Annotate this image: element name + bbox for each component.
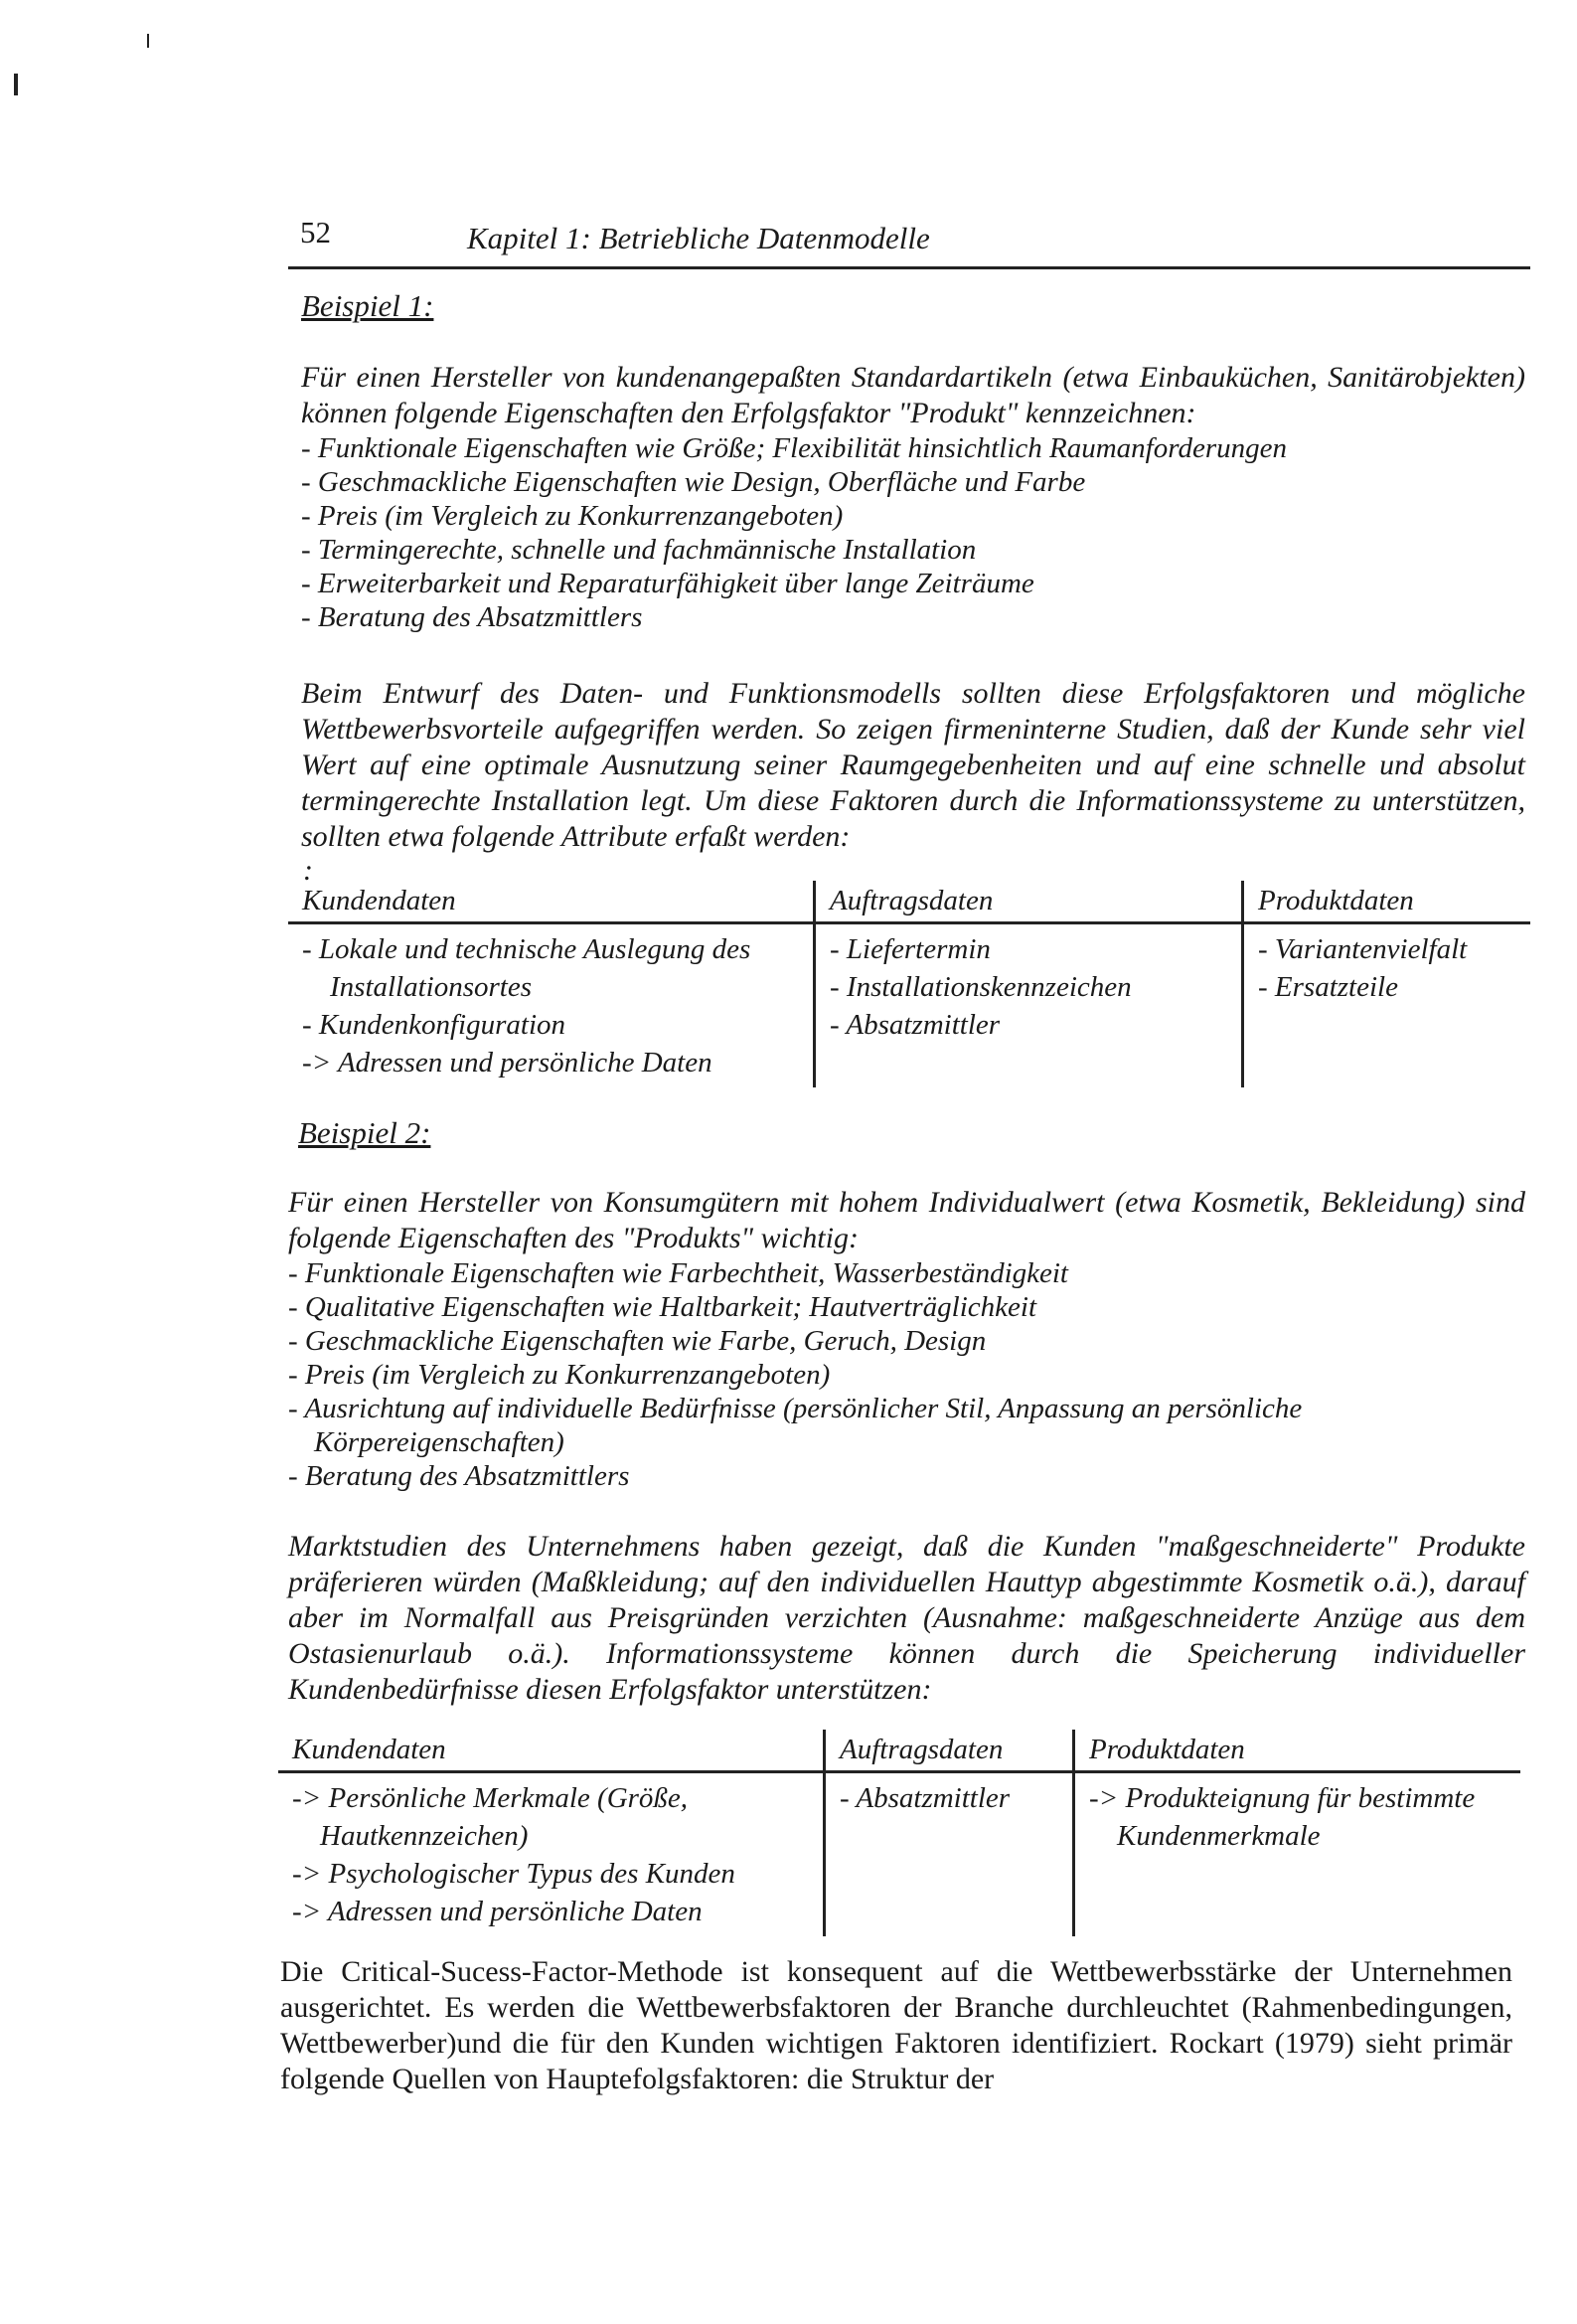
cell-item: - Absatzmittler — [840, 1782, 1011, 1814]
table-header-row — [278, 1730, 1520, 1772]
list-item: - Qualitative Eigenschaften wie Haltbarkeit; Hautverträglichkeit — [288, 1291, 1037, 1323]
scan-artifact — [14, 74, 18, 95]
closing-paragraph: Die Critical-Sucess-Factor-Methode ist konsequent auf die Wettbewerbsstärke der Unternehmen ausgerichtet. Es werden die Wettbewerbsfaktoren der Branche durchleuchtet (Rahmenbedingungen, Wettbewerber)und die für den Kunden wichtigen Faktoren identifiziert. Rockart (1979) sieht primär folgende Quellen von Hauptefolgsfaktoren: die Struktur der — [280, 1955, 1512, 2095]
stray-mark: : — [303, 854, 313, 887]
table-row — [278, 1772, 1520, 1937]
example2-intro-text: Für einen Hersteller von Konsumgütern mit hohem Individualwert (etwa Kosmetik, Bekleidung) sind folgende Eigenschaften des "Produkts" wichtig: — [288, 1186, 1525, 1254]
example1-heading: Beispiel 1: — [301, 288, 434, 323]
list-item: - Funktionale Eigenschaften wie Farbechtheit, Wasserbeständigkeit — [288, 1257, 1068, 1289]
list-item: - Beratung des Absatzmittlers — [288, 1460, 630, 1492]
column-header-auftragsdaten: Auftragsdaten — [815, 881, 1243, 923]
cell-item: - Kundenkonfiguration — [302, 1009, 566, 1041]
cell-item: -> Adressen und persönliche Daten — [292, 1896, 703, 1927]
table-row — [288, 923, 1530, 1088]
example2-heading: Beispiel 2: — [298, 1115, 431, 1150]
list-item: - Preis (im Vergleich zu Konkurrenzangeboten) — [288, 1359, 831, 1391]
list-item: - Funktionale Eigenschaften wie Größe; Flexibilität hinsichtlich Raumanforderungen — [301, 432, 1287, 464]
table-cell — [1074, 1772, 1521, 1937]
cell-item: -> Adressen und persönliche Daten — [302, 1047, 712, 1079]
cell-item: - Liefertermin — [830, 933, 991, 965]
table-cell — [1243, 923, 1531, 1088]
cell-item: -> Persönliche Merkmale (Größe, Hautkennzeichen) — [292, 1782, 689, 1852]
column-header-produktdaten: Produktdaten — [1243, 881, 1531, 923]
table-header-row — [288, 881, 1530, 923]
cell-item: - Absatzmittler — [830, 1009, 1001, 1041]
list-item: - Geschmackliche Eigenschaften wie Design, Oberfläche und Farbe — [301, 466, 1086, 498]
table-cell — [278, 1772, 825, 1937]
table-cell — [825, 1772, 1074, 1937]
page-number: 52 — [300, 215, 331, 249]
example1-paragraph — [301, 676, 1525, 855]
cell-item: -> Psychologischer Typus des Kunden — [292, 1858, 735, 1890]
example1-paragraph-text: Beim Entwurf des Daten- und Funktionsmodells sollten diese Erfolgsfaktoren und mögliche Wettbewerbsvorteile aufgegriffen werden. So zeigen firmeninterne Studien, daß der Kunde sehr viel Wert auf eine optimale Ausnutzung seiner Raumgegebenheiten und auf eine schnelle und absolut termingerechte Installation legt. Um diese Faktoren durch die Informationssysteme zu unterstützen, sollten etwa folgende Attribute erfaßt werden: — [301, 677, 1525, 853]
example1-intro — [301, 360, 1525, 431]
example2-list — [288, 1256, 1525, 1493]
list-item: - Termingerechte, schnelle und fachmännische Installation — [301, 534, 977, 566]
chapter-title: Kapitel 1: Betriebliche Datenmodelle — [467, 221, 930, 255]
cell-item: -> Produkteignung für bestimmte Kundenmerkmale — [1089, 1782, 1476, 1852]
cell-item: - Ersatzteile — [1258, 971, 1398, 1003]
table-cell — [288, 923, 815, 1088]
list-item: - Erweiterbarkeit und Reparaturfähigkeit über lange Zeiträume — [301, 568, 1034, 599]
column-header-kundendaten: Kundendaten — [278, 1730, 825, 1772]
scan-artifact — [147, 34, 149, 48]
cell-item: - Installationskennzeichen — [830, 971, 1132, 1003]
cell-item: - Variantenvielfalt — [1258, 933, 1468, 965]
list-item: - Geschmackliche Eigenschaften wie Farbe, Geruch, Design — [288, 1325, 987, 1357]
example2-paragraph — [288, 1529, 1525, 1708]
column-header-auftragsdaten: Auftragsdaten — [825, 1730, 1074, 1772]
example1-table — [288, 881, 1530, 1087]
list-item: - Ausrichtung auf individuelle Bedürfnisse (persönlicher Stil, Anpassung an persönliche — [288, 1393, 1303, 1424]
list-item: - Preis (im Vergleich zu Konkurrenzangeboten) — [301, 500, 844, 532]
example1-intro-text: Für einen Hersteller von kundenangepaßten Standardartikeln (etwa Einbauküchen, Sanitärobjekten) können folgende Eigenschaften den Erfolgsfaktor "Produkt" kennzeichnen: — [301, 361, 1525, 429]
table-cell — [815, 923, 1243, 1088]
list-item-continuation: Körpereigenschaften) — [314, 1426, 564, 1458]
column-header-produktdaten: Produktdaten — [1074, 1730, 1521, 1772]
cell-item: - Lokale und technische Auslegung des Installationsortes — [302, 933, 751, 1003]
list-item: - Beratung des Absatzmittlers — [301, 601, 643, 633]
example1-list — [301, 431, 1525, 634]
example2-intro — [288, 1185, 1525, 1256]
example2-paragraph-text: Marktstudien des Unternehmens haben gezeigt, daß die Kunden "maßgeschneiderte" Produkte präferieren würden (Maßkleidung; auf den individuellen Hauttyp abgestimmte Kosmetik o.ä.), darauf aber im Normalfall aus Preisgründen verzichten (Ausnahme: maßgeschneiderte Anzüge aus dem Ostasienurlaub o.ä.). Informationssysteme können durch die Speicherung individueller Kundenbedürfnisse diesen Erfolgsfaktor unterstützen: — [288, 1530, 1525, 1706]
example2-table — [278, 1730, 1520, 1936]
running-header — [288, 211, 1530, 269]
column-header-kundendaten: Kundendaten — [288, 881, 815, 923]
